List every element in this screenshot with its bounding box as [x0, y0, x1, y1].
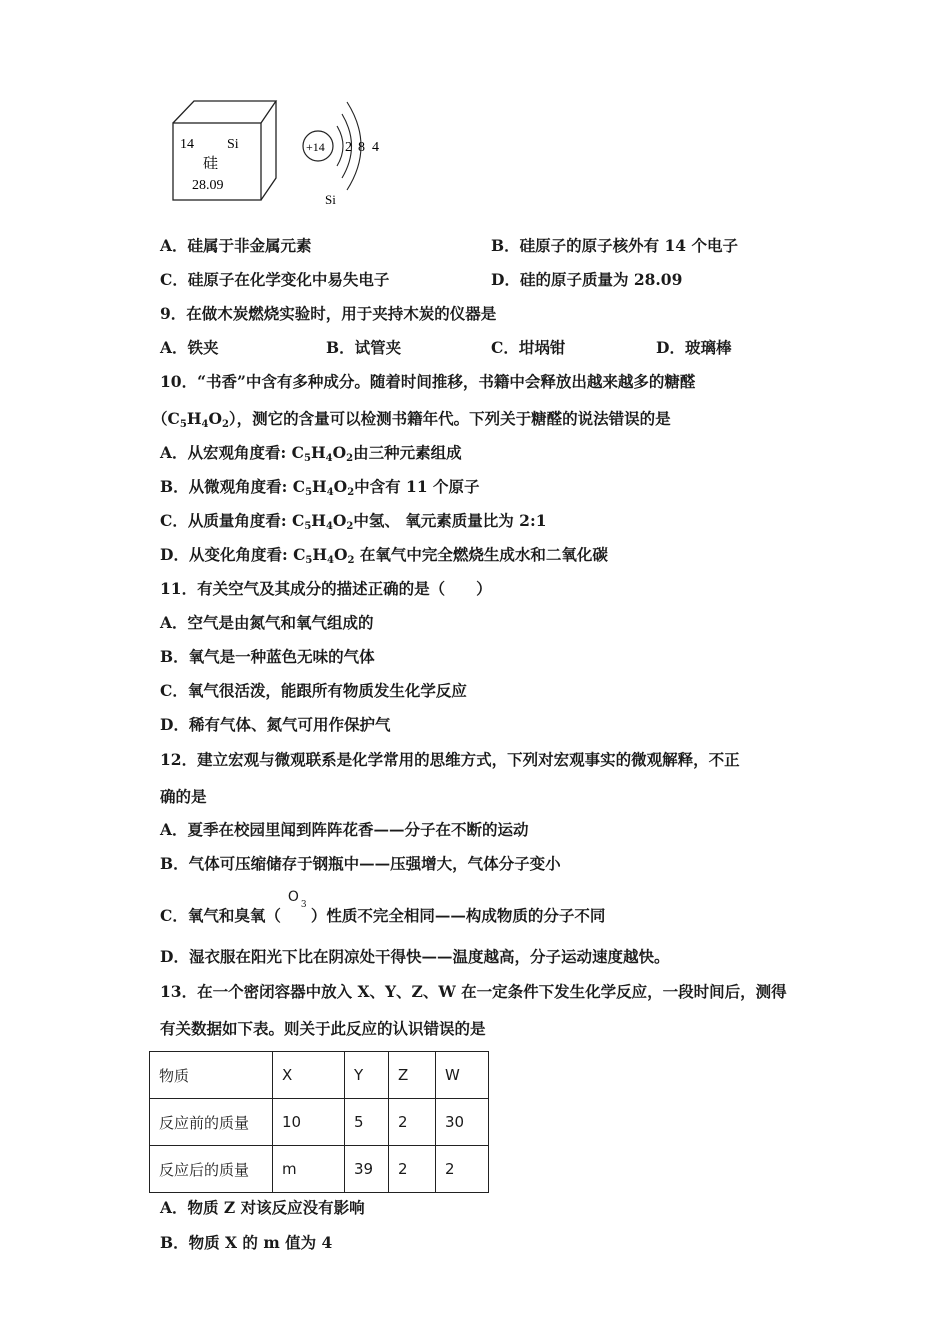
shell-1: 2	[345, 140, 352, 155]
q10-option-d: D．从变化角度看: $C_5H_4O_2$ 在氧气中完全燃烧生成水和二氧化碳	[160, 545, 608, 566]
q11-option-b: B．氧气是一种蓝色无味的气体	[160, 647, 375, 666]
q13-option-a: A．物质 Z 对该反应没有影响	[160, 1198, 365, 1217]
q9-option-c: C．坩埚钳	[491, 338, 566, 357]
q12-option-c: C．氧气和臭氧（ O 3 ）性质不完全相同——构成物质的分子不同	[160, 889, 606, 925]
q8-option-c: C．硅原子在化学变化中易失电子	[160, 270, 390, 289]
q12-stem-line1: 12．建立宏观与微观联系是化学常用的思维方式，下列对宏观事实的微观解释，不正	[160, 750, 740, 769]
table-cell: 2	[389, 1146, 436, 1193]
table-cell: 物质	[150, 1052, 273, 1099]
table-cell: 2	[436, 1146, 489, 1193]
q10-stem-line1: 10．“书香”中含有多种成分。随着时间推移，书籍中会释放出越来越多的糖醛	[160, 372, 696, 391]
q13-option-b: B．物质 X 的 m 值为 4	[160, 1233, 333, 1252]
element-mass: 28.09	[192, 178, 224, 193]
table-cell: 5	[345, 1099, 389, 1146]
nucleus-charge: +14	[306, 140, 325, 154]
q8-option-d: D．硅的原子质量为 28.09	[491, 270, 683, 289]
shell-3: 4	[372, 140, 379, 155]
q11-option-c: C．氧气很活泼，能跟所有物质发生化学反应	[160, 681, 467, 700]
q10-option-b: B．从微观角度看: $C_5H_4O_2$中含有 11 个原子	[160, 477, 480, 498]
q10-option-c: C．从质量角度看: $C_5H_4O_2$中氢、 氧元素质量比为 2:1	[160, 511, 547, 532]
q12-option-b: B．气体可压缩储存于钢瓶中——压强增大，气体分子变小	[160, 854, 561, 873]
table-cell: 30	[436, 1099, 489, 1146]
table-cell: 反应后的质量	[150, 1146, 273, 1193]
q10-option-a: A．从宏观角度看: $C_5H_4O_2$由三种元素组成	[160, 443, 462, 464]
q9-option-a: A．铁夹	[160, 338, 219, 357]
q12-stem-line2: 确的是	[160, 787, 207, 806]
table-cell: Z	[389, 1052, 436, 1099]
element-number: 14	[180, 137, 194, 152]
table-cell: W	[436, 1052, 489, 1099]
shell-2: 8	[358, 140, 365, 155]
ozone-formula: O 3	[287, 889, 307, 910]
table-cell: Y	[345, 1052, 389, 1099]
q9-option-d: D．玻璃棒	[656, 338, 732, 357]
q13-stem-line2: 有关数据如下表。则关于此反应的认识错误的是	[160, 1019, 486, 1038]
q8-option-b: B．硅原子的原子核外有 14 个电子	[491, 236, 738, 255]
q12-option-a: A．夏季在校园里闻到阵阵花香——分子在不断的运动	[160, 820, 529, 839]
element-name: 硅	[203, 154, 219, 172]
q12-option-d: D．湿衣服在阳光下比在阴凉处干得快——温度越高，分子运动速度越快。	[160, 947, 670, 966]
table-cell: X	[273, 1052, 345, 1099]
table-cell: m	[273, 1146, 345, 1193]
table-cell: 39	[345, 1146, 389, 1193]
reaction-data-table	[149, 1051, 489, 1193]
q9-option-b: B．试管夹	[326, 338, 402, 357]
table-cell: 反应前的质量	[150, 1099, 273, 1146]
table-row	[150, 1052, 489, 1099]
q9-stem: 9．在做木炭燃烧实验时，用于夹持木炭的仪器是	[160, 304, 497, 323]
silicon-figure	[165, 88, 395, 213]
atom-label: Si	[325, 192, 336, 207]
table-row	[150, 1146, 489, 1193]
q11-option-d: D．稀有气体、氮气可用作保护气	[160, 715, 391, 734]
q13-stem-line1: 13．在一个密闭容器中放入 X、Y、Z、W 在一定条件下发生化学反应，一段时间后，测得	[160, 982, 787, 1001]
table-cell: 10	[273, 1099, 345, 1146]
q11-stem: 11．有关空气及其成分的描述正确的是（ ）	[160, 579, 492, 598]
element-symbol: Si	[227, 137, 239, 152]
q8-option-a: A．硅属于非金属元素	[160, 236, 312, 255]
q11-option-a: A．空气是由氮气和氧气组成的	[160, 613, 374, 632]
table-cell: 2	[389, 1099, 436, 1146]
q10-stem-line2: $(C_5H_4O_2)$，测它的含量可以检测书籍年代。下列关于糖醛的说法错误的是	[152, 409, 671, 430]
table-row	[150, 1099, 489, 1146]
